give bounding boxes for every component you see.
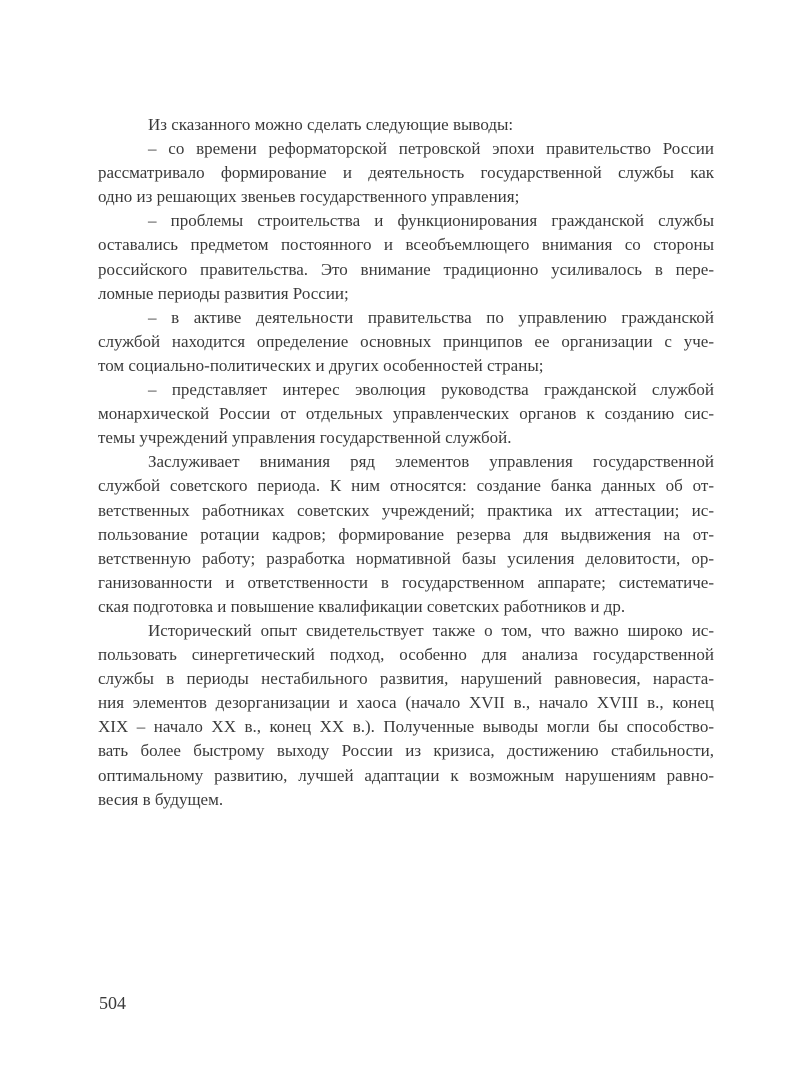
text-line: пользование ротации кадров; формирование резерва для выдвижения на от- <box>98 524 714 544</box>
text-line: XIX – начало XX в., конец XX в.). Полученные выводы могли бы способство- <box>98 717 714 737</box>
text-line: – проблемы строительства и функционирования гражданской службы <box>148 211 714 231</box>
text-line: службы в периоды нестабильного развития, нарушений равновесия, нараста- <box>98 669 714 689</box>
paragraph <box>98 113 714 137</box>
text-line: российского правительства. Это внимание традиционно усиливалось в пере- <box>98 259 714 279</box>
text-line: весия в будущем. <box>98 789 224 809</box>
text-line: Из сказанного можно сделать следующие выводы: <box>148 115 514 134</box>
body-text <box>98 113 714 812</box>
paragraph <box>98 209 714 305</box>
text-line: – представляет интерес эволюция руководства гражданской службой <box>148 380 714 400</box>
text-line: Исторический опыт свидетельствует также о том, что важно широко ис- <box>148 620 714 640</box>
text-line: – в активе деятельности правительства по управлению гражданской <box>148 307 714 327</box>
text-line: ветственную работу; разработка нормативной базы усиления деловитости, ор- <box>98 548 714 568</box>
text-line: Заслуживает внимания ряд элементов управления государственной <box>148 452 714 472</box>
paragraph <box>98 306 714 378</box>
paragraph <box>98 450 714 619</box>
text-line: ния элементов дезорганизации и хаоса (начало XVII в., начало XVIII в., конец <box>98 693 714 713</box>
text-line: оставались предметом постоянного и всеобъемлющего внимания со стороны <box>98 235 714 255</box>
text-line: ская подготовка и повышение квалификации советских работников и др. <box>98 596 626 616</box>
text-line: – со времени реформаторской петровской эпохи правительство России <box>148 139 714 159</box>
text-line: службой находится определение основных принципов ее организации с уче- <box>98 331 714 351</box>
paragraph <box>98 619 714 812</box>
text-line: том социально-политических и других особенностей страны; <box>98 355 544 375</box>
text-line: монархической России от отдельных управленческих органов к созданию сис- <box>98 404 714 424</box>
paragraph <box>98 137 714 209</box>
page-number: 504 <box>99 993 126 1013</box>
text-line: темы учреждений управления государственной службой. <box>98 428 512 448</box>
text-line: одно из решающих звеньев государственного управления; <box>98 187 520 207</box>
text-line: службой советского периода. К ним относятся: создание банка данных об от- <box>98 476 714 496</box>
text-line: ломные периоды развития России; <box>98 283 349 303</box>
text-line: пользовать синергетический подход, особенно для анализа государственной <box>98 645 714 665</box>
text-line: ганизованности и ответственности в государственном аппарате; систематиче- <box>98 572 714 592</box>
text-line: рассматривало формирование и деятельность государственной службы как <box>98 163 714 183</box>
paragraph <box>98 378 714 450</box>
text-line: вать более быстрому выходу России из кризиса, достижению стабильности, <box>98 741 714 761</box>
text-line: ветственных работниках советских учреждений; практика их аттестации; ис- <box>98 500 714 520</box>
text-line: оптимальному развитию, лучшей адаптации к возможным нарушениям равно- <box>98 765 714 785</box>
